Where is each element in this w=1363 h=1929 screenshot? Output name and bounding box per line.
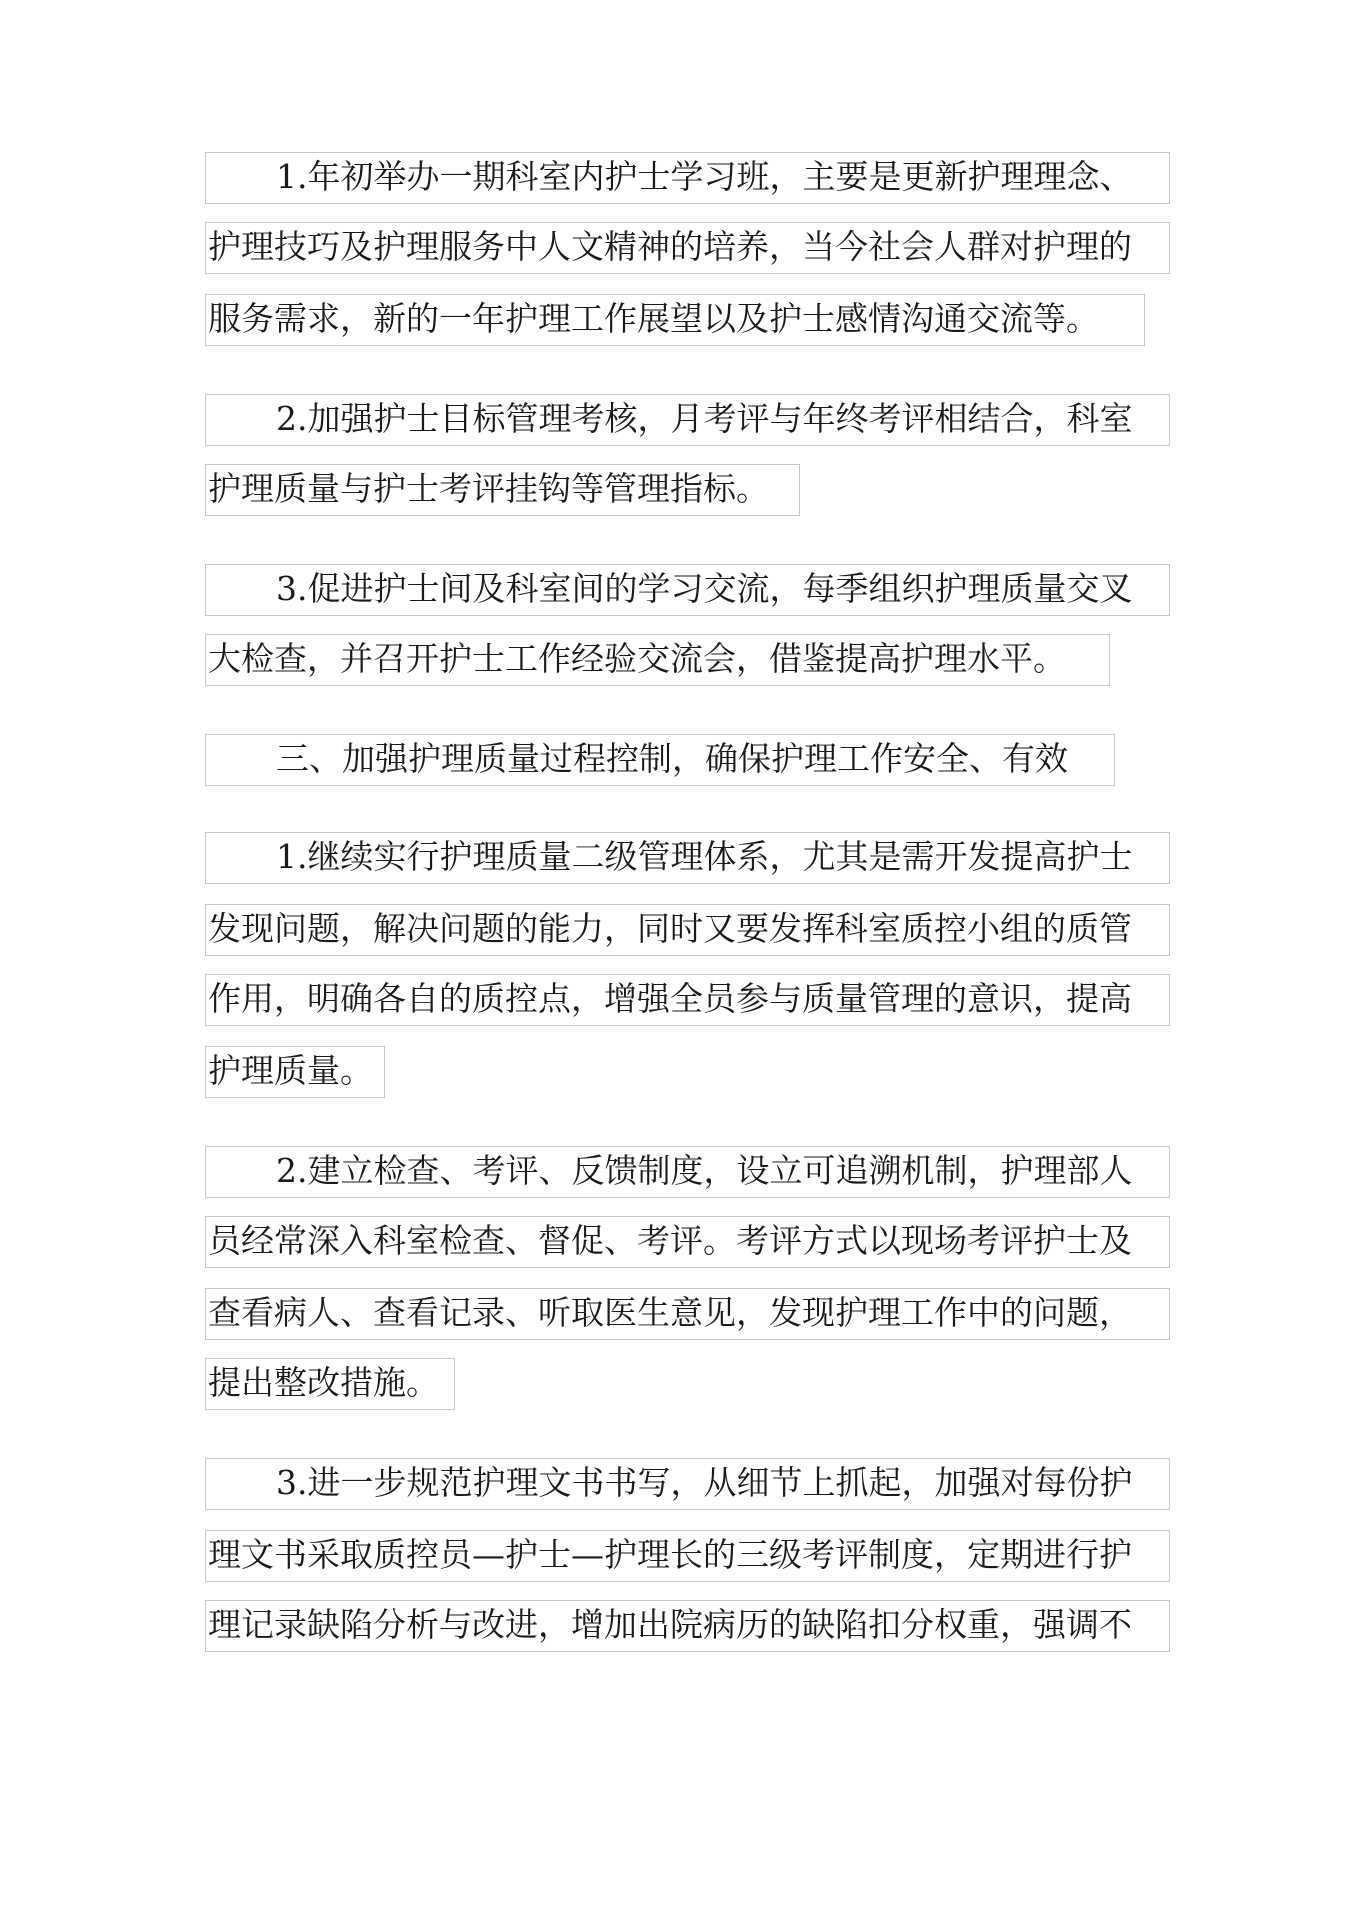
text-line: 1.继续实行护理质量二级管理体系，尤其是需开发提高护士	[205, 832, 1170, 884]
text-line: 3.促进护士间及科室间的学习交流，每季组织护理质量交叉	[205, 564, 1170, 616]
text-line: 理文书采取质控员—护士—护理长的三级考评制度，定期进行护	[205, 1530, 1170, 1582]
text-line: 查看病人、查看记录、听取医生意见，发现护理工作中的问题，	[205, 1288, 1170, 1340]
text-line: 员经常深入科室检查、督促、考评。考评方式以现场考评护士及	[205, 1216, 1170, 1268]
text-line: 3.进一步规范护理文书书写，从细节上抓起，加强对每份护	[205, 1458, 1170, 1510]
text-line: 护理质量。	[205, 1046, 385, 1098]
text-line: 作用，明确各自的质控点，增强全员参与质量管理的意识，提高	[205, 974, 1170, 1026]
text-line: 提出整改措施。	[205, 1358, 455, 1410]
text-line: 大检查，并召开护士工作经验交流会，借鉴提高护理水平。	[205, 634, 1110, 686]
text-line: 发现问题，解决问题的能力，同时又要发挥科室质控小组的质管	[205, 904, 1170, 956]
text-line: 理记录缺陷分析与改进，增加出院病历的缺陷扣分权重，强调不	[205, 1600, 1170, 1652]
text-line: 服务需求，新的一年护理工作展望以及护士感情沟通交流等。	[205, 294, 1145, 346]
text-line: 护理质量与护士考评挂钩等管理指标。	[205, 464, 800, 516]
text-line: 护理技巧及护理服务中人文精神的培养，当今社会人群对护理的	[205, 222, 1170, 274]
text-line: 2.建立检查、考评、反馈制度，设立可追溯机制，护理部人	[205, 1146, 1170, 1198]
text-line: 2.加强护士目标管理考核，月考评与年终考评相结合，科室	[205, 394, 1170, 446]
text-line: 1.年初举办一期科室内护士学习班，主要是更新护理理念、	[205, 152, 1170, 204]
section-heading: 三、加强护理质量过程控制，确保护理工作安全、有效	[205, 734, 1115, 786]
